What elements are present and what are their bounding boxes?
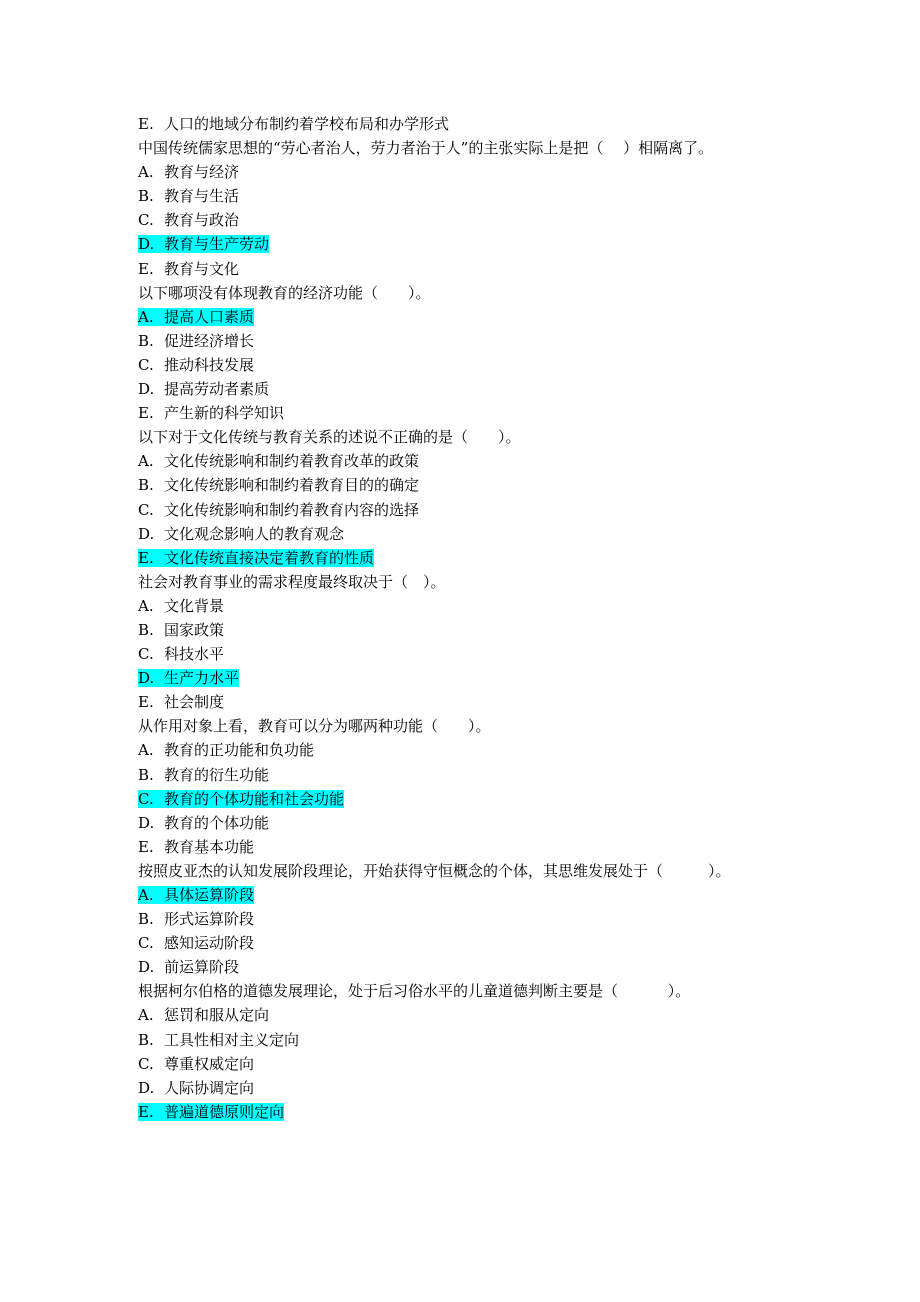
option-text: 教育与生活 [164, 187, 240, 206]
option-letter: E. [138, 1102, 154, 1121]
line-content [138, 693, 224, 711]
answer-option [138, 377, 798, 401]
line-content [138, 814, 269, 832]
option-letter: A. [138, 307, 154, 326]
option-letter: D. [138, 380, 155, 399]
answer-option [138, 498, 798, 522]
answer-option [138, 1076, 798, 1100]
highlighted-answer [138, 886, 254, 904]
question-text [138, 570, 798, 594]
question-text [138, 136, 798, 160]
option-text: 形式运算阶段 [164, 910, 255, 929]
line-content [138, 1079, 254, 1097]
line-content [138, 934, 254, 952]
highlighted-answer [138, 308, 254, 326]
answer-option [138, 184, 798, 208]
option-letter: A. [138, 1006, 154, 1025]
option-letter: E. [138, 548, 154, 567]
line-content [138, 766, 269, 784]
line-content [138, 741, 314, 759]
option-letter: A. [138, 163, 154, 182]
answer-option [138, 618, 798, 642]
line-content [138, 356, 254, 374]
option-text: 教育与政治 [164, 211, 240, 230]
answer-option [138, 763, 798, 787]
answer-option [138, 1100, 798, 1124]
line-content [138, 982, 690, 1000]
option-letter: B. [138, 187, 154, 206]
answer-option [138, 208, 798, 232]
option-letter: A. [138, 741, 154, 760]
option-letter: E. [138, 693, 154, 712]
option-letter: D. [138, 669, 155, 688]
answer-option [138, 594, 798, 618]
line-content [138, 501, 419, 519]
option-text: 惩罚和服从定向 [164, 1006, 270, 1025]
answer-option [138, 1028, 798, 1052]
option-text: 尊重权威定向 [164, 1054, 255, 1073]
question-stem: 按照皮亚杰的认知发展阶段理论，开始获得守恒概念的个体，其思维发展处于（ ）。 [138, 861, 731, 880]
line-content [138, 187, 239, 205]
answer-option [138, 112, 798, 136]
question-text [138, 714, 798, 738]
option-letter: B. [138, 331, 154, 350]
option-letter: B. [138, 476, 154, 495]
option-letter: A. [138, 596, 154, 615]
option-letter: C. [138, 1054, 154, 1073]
answer-option [138, 955, 798, 979]
option-text: 促进经济增长 [164, 331, 255, 350]
answer-option [138, 907, 798, 931]
line-content [138, 163, 239, 181]
answer-option [138, 666, 798, 690]
option-letter: D. [138, 958, 155, 977]
highlighted-answer [138, 1103, 284, 1121]
option-text: 教育的个体功能和社会功能 [164, 789, 345, 808]
option-text: 提高人口素质 [164, 307, 255, 326]
question-stem: 根据柯尔伯格的道德发展理论，处于后习俗水平的儿童道德判断主要是（ ）。 [138, 982, 691, 1001]
option-text: 提高劳动者素质 [164, 380, 270, 399]
answer-option [138, 642, 798, 666]
answer-option [138, 257, 798, 281]
option-letter: C. [138, 934, 154, 953]
answer-option [138, 401, 798, 425]
option-text: 文化传统影响和制约着教育目的的确定 [164, 476, 420, 495]
line-content [138, 404, 284, 422]
answer-option [138, 883, 798, 907]
option-letter: E. [138, 259, 154, 278]
option-letter: B. [138, 1030, 154, 1049]
option-text: 科技水平 [164, 645, 225, 664]
option-text: 教育基本功能 [164, 837, 255, 856]
option-text: 前运算阶段 [164, 958, 240, 977]
line-content [138, 645, 224, 663]
document-page [138, 112, 798, 1124]
line-content [138, 332, 254, 350]
option-letter: D. [138, 1078, 155, 1097]
option-text: 教育的正功能和负功能 [164, 741, 315, 760]
option-letter: D. [138, 813, 155, 832]
line-content [138, 597, 224, 615]
option-text: 国家政策 [164, 620, 225, 639]
answer-option [138, 1052, 798, 1076]
answer-option [138, 305, 798, 329]
question-stem: 社会对教育事业的需求程度最终取决于（ ）。 [138, 572, 446, 591]
option-text: 教育与经济 [164, 163, 240, 182]
line-content [138, 958, 239, 976]
answer-option [138, 546, 798, 570]
line-content [138, 380, 269, 398]
option-text: 教育与生产劳动 [164, 235, 270, 254]
option-text: 生产力水平 [164, 669, 240, 688]
highlighted-answer [138, 235, 269, 253]
option-letter: E. [138, 404, 154, 423]
option-letter: D. [138, 524, 155, 543]
answer-option [138, 811, 798, 835]
answer-option [138, 160, 798, 184]
question-stem: 中国传统儒家思想的“劳心者治人，劳力者治于人”的主张实际上是把（ ）相隔离了。 [138, 139, 714, 158]
line-content [138, 621, 224, 639]
option-letter: A. [138, 452, 154, 471]
highlighted-answer [138, 790, 344, 808]
line-content [138, 115, 449, 133]
option-text: 推动科技发展 [164, 355, 255, 374]
option-text: 人际协调定向 [164, 1078, 255, 1097]
answer-option [138, 522, 798, 546]
line-content [138, 211, 239, 229]
option-letter: C. [138, 645, 154, 664]
option-text: 工具性相对主义定向 [164, 1030, 300, 1049]
line-content [138, 862, 731, 880]
line-content [138, 476, 419, 494]
line-content [138, 1006, 269, 1024]
answer-option [138, 329, 798, 353]
option-letter: C. [138, 211, 154, 230]
line-content [138, 573, 446, 591]
option-text: 社会制度 [164, 693, 225, 712]
line-content [138, 260, 239, 278]
option-letter: B. [138, 910, 154, 929]
highlighted-answer [138, 669, 239, 687]
option-letter: B. [138, 765, 154, 784]
option-text: 文化传统影响和制约着教育改革的政策 [164, 452, 420, 471]
answer-option [138, 690, 798, 714]
option-text: 人口的地域分布制约着学校布局和办学形式 [164, 115, 450, 133]
answer-option [138, 1003, 798, 1027]
question-stem: 从作用对象上看，教育可以分为哪两种功能（ ）。 [138, 717, 491, 736]
line-content [138, 910, 254, 928]
answer-option [138, 473, 798, 497]
answer-option [138, 835, 798, 859]
option-letter: A. [138, 886, 154, 904]
question-text [138, 979, 798, 1003]
line-content [138, 525, 344, 543]
line-content [138, 1055, 254, 1073]
question-stem: 以下哪项没有体现教育的经济功能（ ）。 [138, 283, 431, 302]
line-content [138, 717, 491, 735]
line-content [138, 1031, 299, 1049]
answer-option [138, 787, 798, 811]
option-text: 产生新的科学知识 [164, 404, 285, 423]
option-text: 感知运动阶段 [164, 934, 255, 953]
answer-option [138, 449, 798, 473]
option-text: 具体运算阶段 [164, 886, 255, 904]
question-text [138, 425, 798, 449]
option-text: 教育与文化 [164, 259, 240, 278]
answer-option [138, 353, 798, 377]
question-text [138, 281, 798, 305]
line-content [138, 139, 713, 157]
option-text: 文化传统直接决定着教育的性质 [164, 548, 375, 567]
option-letter: B. [138, 620, 154, 639]
option-text: 教育的衍生功能 [164, 765, 270, 784]
option-letter: C. [138, 500, 154, 519]
option-text: 文化背景 [164, 596, 225, 615]
line-content [138, 838, 254, 856]
answer-option [138, 931, 798, 955]
line-content [138, 452, 419, 470]
option-text: 文化传统影响和制约着教育内容的选择 [164, 500, 420, 519]
question-text [138, 859, 798, 883]
line-content [138, 428, 521, 446]
option-letter: E. [138, 837, 154, 856]
option-letter: E. [138, 115, 154, 133]
option-text: 文化观念影响人的教育观念 [164, 524, 345, 543]
line-content [138, 284, 431, 302]
answer-option [138, 232, 798, 256]
answer-option [138, 738, 798, 762]
option-text: 教育的个体功能 [164, 813, 270, 832]
highlighted-answer [138, 549, 374, 567]
option-letter: C. [138, 355, 154, 374]
option-text: 普遍道德原则定向 [164, 1102, 285, 1121]
option-letter: D. [138, 235, 155, 254]
question-stem: 以下对于文化传统与教育关系的述说不正确的是（ ）。 [138, 428, 521, 447]
option-letter: C. [138, 789, 154, 808]
